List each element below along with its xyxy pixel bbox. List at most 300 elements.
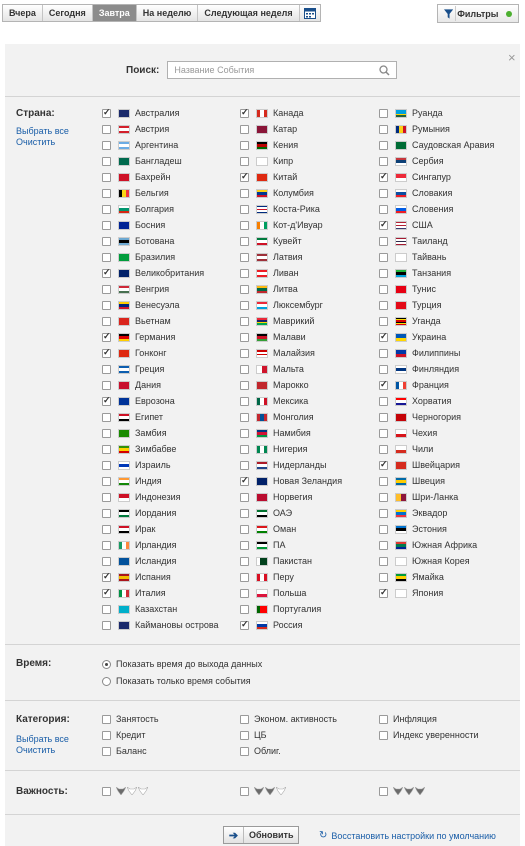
flag-icon — [395, 237, 407, 246]
time-option-label-0: Показать время до выхода данных — [116, 659, 263, 669]
flag-icon — [256, 621, 268, 630]
country-checkbox[interactable] — [240, 509, 249, 518]
country-checkbox[interactable] — [379, 333, 388, 342]
flag-icon — [256, 477, 268, 486]
flag-icon — [395, 509, 407, 518]
country-label: Марокко — [273, 380, 309, 390]
country-checkbox[interactable] — [240, 349, 249, 358]
category-label: Эконом. активность — [254, 714, 337, 724]
search-input[interactable] — [167, 61, 397, 79]
country-checkbox[interactable] — [102, 301, 111, 310]
country-label: Бразилия — [135, 252, 176, 262]
category-label: Занятость — [116, 714, 159, 724]
flag-icon — [256, 525, 268, 534]
country-label: Ливан — [273, 268, 299, 278]
country-checkbox[interactable] — [379, 237, 388, 246]
country-checkbox[interactable] — [102, 125, 111, 134]
country-checkbox[interactable] — [102, 109, 111, 118]
country-label: Бангладеш — [135, 156, 182, 166]
flag-icon — [395, 429, 407, 438]
flag-icon — [118, 173, 130, 182]
country-checkbox[interactable] — [102, 557, 111, 566]
flag-icon — [256, 109, 268, 118]
country-label: Чехия — [412, 428, 438, 438]
flag-icon — [256, 253, 268, 262]
country-checkbox[interactable] — [102, 269, 111, 278]
flag-icon — [256, 397, 268, 406]
country-label: Эстония — [412, 524, 447, 534]
update-button[interactable] — [223, 826, 299, 844]
flag-icon — [118, 125, 130, 134]
country-label: Замбия — [135, 428, 167, 438]
country-checkbox[interactable] — [240, 413, 249, 422]
country-label: Черногория — [412, 412, 461, 422]
country-checkbox[interactable] — [240, 541, 249, 550]
country-label: Вьетнам — [135, 316, 171, 326]
country-checkbox[interactable] — [102, 365, 111, 374]
country-label: Литва — [273, 284, 298, 294]
country-checkbox[interactable] — [240, 573, 249, 582]
importance-checkbox[interactable] — [240, 787, 249, 796]
flag-icon — [256, 589, 268, 598]
country-label: Коста-Рика — [273, 204, 320, 214]
restore-defaults-link[interactable] — [319, 830, 496, 841]
country-checkbox[interactable] — [379, 109, 388, 118]
country-checkbox[interactable] — [240, 445, 249, 454]
country-checkbox[interactable] — [102, 173, 111, 182]
filters-active-indicator — [506, 11, 512, 17]
flag-icon — [118, 589, 130, 598]
country-label: Индонезия — [135, 492, 181, 502]
country-checkbox[interactable] — [240, 109, 249, 118]
flag-icon — [118, 189, 130, 198]
country-label: Чили — [412, 444, 434, 454]
category-select-all-link[interactable]: Выбрать все — [16, 734, 69, 744]
country-checkbox[interactable] — [379, 525, 388, 534]
country-checkbox[interactable] — [379, 413, 388, 422]
country-checkbox[interactable] — [379, 541, 388, 550]
country-checkbox[interactable] — [379, 365, 388, 374]
bull-rating-icon — [393, 787, 425, 795]
country-checkbox[interactable] — [102, 573, 111, 582]
tab-2[interactable]: Завтра — [93, 5, 137, 21]
flag-icon — [256, 317, 268, 326]
country-checkbox[interactable] — [240, 397, 249, 406]
flag-icon — [118, 141, 130, 150]
country-label: США — [412, 220, 433, 230]
country-checkbox[interactable] — [379, 477, 388, 486]
country-checkbox[interactable] — [102, 429, 111, 438]
flag-icon — [256, 269, 268, 278]
flag-icon — [118, 237, 130, 246]
country-checkbox[interactable] — [102, 477, 111, 486]
flag-icon — [118, 381, 130, 390]
importance-checkbox[interactable] — [379, 787, 388, 796]
flag-icon — [118, 605, 130, 614]
country-label: Зимбабве — [135, 444, 177, 454]
update-label: Обновить — [249, 830, 294, 840]
country-label: Болгария — [135, 204, 174, 214]
country-label: Руанда — [412, 108, 443, 118]
country-checkbox[interactable] — [379, 221, 388, 230]
divider — [5, 814, 520, 815]
country-label: Италия — [135, 588, 166, 598]
country-label: Иордания — [135, 508, 177, 518]
flag-icon — [395, 205, 407, 214]
category-checkbox[interactable] — [102, 731, 111, 740]
country-select-all-link[interactable]: Выбрать все — [16, 126, 69, 136]
country-label: Тайвань — [412, 252, 447, 262]
flag-icon — [256, 541, 268, 550]
country-checkbox[interactable] — [102, 285, 111, 294]
country-label: Сингапур — [412, 172, 451, 182]
country-checkbox[interactable] — [102, 157, 111, 166]
country-checkbox[interactable] — [379, 125, 388, 134]
tab-1[interactable]: Сегодня — [43, 5, 93, 21]
country-label: Колумбия — [273, 188, 314, 198]
country-label: Австрия — [135, 124, 170, 134]
country-checkbox[interactable] — [240, 365, 249, 374]
country-checkbox[interactable] — [102, 205, 111, 214]
divider — [5, 96, 520, 97]
country-checkbox[interactable] — [379, 173, 388, 182]
country-checkbox[interactable] — [240, 125, 249, 134]
country-checkbox[interactable] — [240, 205, 249, 214]
flag-icon — [118, 157, 130, 166]
calendar-icon[interactable] — [300, 5, 320, 21]
flag-icon — [118, 269, 130, 278]
country-label: Великобритания — [135, 268, 205, 278]
search-label: Поиск: — [126, 64, 160, 76]
country-checkbox[interactable] — [240, 253, 249, 262]
flag-icon — [395, 109, 407, 118]
flag-icon — [256, 349, 268, 358]
flag-icon — [395, 221, 407, 230]
country-checkbox[interactable] — [240, 333, 249, 342]
category-label: Баланс — [116, 746, 147, 756]
country-checkbox[interactable] — [240, 269, 249, 278]
country-checkbox[interactable] — [379, 445, 388, 454]
country-checkbox[interactable] — [379, 397, 388, 406]
flag-icon — [118, 445, 130, 454]
category-checkbox[interactable] — [240, 747, 249, 756]
flag-icon — [118, 253, 130, 262]
country-label: Танзания — [412, 268, 452, 278]
country-checkbox[interactable] — [102, 509, 111, 518]
flag-icon — [256, 365, 268, 374]
country-label: Израиль — [135, 460, 171, 470]
flag-icon — [395, 157, 407, 166]
flag-icon — [256, 557, 268, 566]
country-label: Ботована — [135, 236, 175, 246]
flag-icon — [118, 349, 130, 358]
flag-icon — [395, 525, 407, 534]
country-label: Аргентина — [135, 140, 179, 150]
country-checkbox[interactable] — [379, 381, 388, 390]
country-label: Украина — [412, 332, 447, 342]
country-checkbox[interactable] — [240, 189, 249, 198]
country-checkbox[interactable] — [240, 285, 249, 294]
country-label: Кения — [273, 140, 299, 150]
flag-icon — [256, 509, 268, 518]
country-checkbox[interactable] — [240, 493, 249, 502]
flag-icon — [118, 621, 130, 630]
country-checkbox[interactable] — [102, 237, 111, 246]
flag-icon — [256, 605, 268, 614]
country-label: Нидерланды — [273, 460, 327, 470]
flag-icon — [395, 253, 407, 262]
country-label: Кипр — [273, 156, 294, 166]
country-checkbox[interactable] — [102, 493, 111, 502]
flag-icon — [118, 557, 130, 566]
country-checkbox[interactable] — [240, 477, 249, 486]
country-label: Румыния — [412, 124, 450, 134]
country-checkbox[interactable] — [379, 461, 388, 470]
flag-icon — [395, 285, 407, 294]
category-checkbox[interactable] — [102, 747, 111, 756]
country-checkbox[interactable] — [240, 525, 249, 534]
flag-icon — [395, 493, 407, 502]
country-checkbox[interactable] — [102, 349, 111, 358]
country-label: Гонконг — [135, 348, 167, 358]
country-checkbox[interactable] — [102, 253, 111, 262]
flag-icon — [395, 125, 407, 134]
country-label: Германия — [135, 332, 176, 342]
flag-icon — [118, 285, 130, 294]
flag-icon — [118, 477, 130, 486]
category-label: Облиг. — [254, 746, 281, 756]
country-checkbox[interactable] — [240, 557, 249, 566]
tab-3[interactable]: На неделю — [137, 5, 199, 21]
country-checkbox[interactable] — [240, 461, 249, 470]
country-checkbox[interactable] — [240, 221, 249, 230]
flag-icon — [118, 365, 130, 374]
flag-icon — [256, 173, 268, 182]
country-checkbox[interactable] — [102, 541, 111, 550]
country-label: Дания — [135, 380, 161, 390]
country-checkbox[interactable] — [102, 621, 111, 630]
flag-icon — [395, 573, 407, 582]
country-checkbox[interactable] — [379, 141, 388, 150]
category-checkbox[interactable] — [379, 731, 388, 740]
country-checkbox[interactable] — [240, 589, 249, 598]
country-label: Перу — [273, 572, 294, 582]
country-checkbox[interactable] — [240, 381, 249, 390]
country-label: Кувейт — [273, 236, 302, 246]
filter-icon — [444, 9, 453, 19]
country-label: Португалия — [273, 604, 322, 614]
country-checkbox[interactable] — [102, 397, 111, 406]
flag-icon — [395, 301, 407, 310]
country-checkbox[interactable] — [102, 317, 111, 326]
flag-icon — [118, 205, 130, 214]
country-label: Япония — [412, 588, 444, 598]
country-label: Эквадор — [412, 508, 448, 518]
flag-icon — [118, 397, 130, 406]
country-label: Казахстан — [135, 604, 178, 614]
country-label: Малайзия — [273, 348, 315, 358]
tab-0[interactable]: Вчера — [3, 5, 43, 21]
flag-icon — [256, 141, 268, 150]
country-clear-link[interactable]: Очистить — [16, 137, 56, 147]
category-clear-link[interactable]: Очистить — [16, 745, 56, 755]
flag-icon — [118, 461, 130, 470]
country-checkbox[interactable] — [379, 589, 388, 598]
country-label: Латвия — [273, 252, 303, 262]
country-checkbox[interactable] — [102, 189, 111, 198]
flag-icon — [118, 429, 130, 438]
country-checkbox[interactable] — [379, 253, 388, 262]
flag-icon — [256, 493, 268, 502]
country-checkbox[interactable] — [240, 157, 249, 166]
country-label: Франция — [412, 380, 449, 390]
country-checkbox[interactable] — [379, 205, 388, 214]
flag-icon — [395, 333, 407, 342]
country-checkbox[interactable] — [102, 525, 111, 534]
flag-icon — [256, 333, 268, 342]
flag-icon — [395, 557, 407, 566]
date-tabs — [2, 4, 321, 22]
country-checkbox[interactable] — [240, 605, 249, 614]
country-checkbox[interactable] — [379, 493, 388, 502]
country-label: Катар — [273, 124, 298, 134]
flag-icon — [256, 125, 268, 134]
flag-icon — [256, 221, 268, 230]
flag-icon — [118, 573, 130, 582]
country-checkbox[interactable] — [240, 237, 249, 246]
country-checkbox[interactable] — [102, 141, 111, 150]
country-checkbox[interactable] — [379, 573, 388, 582]
flag-icon — [395, 365, 407, 374]
time-section-title: Время: — [16, 658, 52, 669]
country-checkbox[interactable] — [240, 621, 249, 630]
country-label: Таиланд — [412, 236, 448, 246]
flag-icon — [395, 477, 407, 486]
country-label: ОАЭ — [273, 508, 293, 518]
country-checkbox[interactable] — [102, 461, 111, 470]
flag-icon — [118, 493, 130, 502]
country-label: Бахрейн — [135, 172, 171, 182]
country-label: Южная Африка — [412, 540, 478, 550]
flag-icon — [256, 237, 268, 246]
category-label: Индекс уверенности — [393, 730, 479, 740]
flag-icon — [256, 461, 268, 470]
country-checkbox[interactable] — [379, 317, 388, 326]
country-checkbox[interactable] — [379, 349, 388, 358]
country-checkbox[interactable] — [102, 589, 111, 598]
divider — [5, 700, 520, 701]
country-label: Исландия — [135, 556, 177, 566]
country-label: Южная Корея — [412, 556, 470, 566]
tab-4[interactable]: Следующая неделя — [198, 5, 299, 21]
filters-button[interactable] — [437, 4, 519, 23]
flag-icon — [395, 381, 407, 390]
country-label: Турция — [412, 300, 442, 310]
time-option-radio-0[interactable] — [102, 660, 111, 669]
flag-icon — [256, 205, 268, 214]
country-label: Намибия — [273, 428, 311, 438]
country-checkbox[interactable] — [240, 301, 249, 310]
country-checkbox[interactable] — [379, 189, 388, 198]
country-label: Швейцария — [412, 460, 461, 470]
country-label: Индия — [135, 476, 162, 486]
country-label: Греция — [135, 364, 165, 374]
flag-icon — [395, 413, 407, 422]
flag-icon — [118, 333, 130, 342]
flag-icon — [395, 461, 407, 470]
country-checkbox[interactable] — [379, 301, 388, 310]
flag-icon — [395, 189, 407, 198]
country-label: Люксембург — [273, 300, 323, 310]
country-checkbox[interactable] — [379, 269, 388, 278]
country-checkbox[interactable] — [240, 317, 249, 326]
flag-icon — [395, 141, 407, 150]
country-label: Уганда — [412, 316, 441, 326]
flag-icon — [256, 285, 268, 294]
flag-icon — [256, 301, 268, 310]
arrow-right-icon: ➔ — [224, 827, 244, 843]
category-checkbox[interactable] — [240, 731, 249, 740]
category-checkbox[interactable] — [379, 715, 388, 724]
category-checkbox[interactable] — [102, 715, 111, 724]
country-checkbox[interactable] — [102, 605, 111, 614]
country-checkbox[interactable] — [102, 413, 111, 422]
country-label: Словакия — [412, 188, 453, 198]
time-option-radio-1[interactable] — [102, 677, 111, 686]
importance-checkbox[interactable] — [102, 787, 111, 796]
country-label: Монголия — [273, 412, 314, 422]
country-section-title: Страна: — [16, 108, 55, 119]
country-label: Пакистан — [273, 556, 312, 566]
country-checkbox[interactable] — [379, 285, 388, 294]
country-checkbox[interactable] — [379, 429, 388, 438]
flag-icon — [256, 445, 268, 454]
category-checkbox[interactable] — [240, 715, 249, 724]
flag-icon — [395, 445, 407, 454]
country-label: Малави — [273, 332, 306, 342]
time-option-label-1: Показать только время события — [116, 676, 251, 686]
country-label: Швеция — [412, 476, 445, 486]
bull-rating-icon — [254, 787, 286, 795]
country-label: Россия — [273, 620, 303, 630]
country-checkbox[interactable] — [379, 509, 388, 518]
country-checkbox[interactable] — [240, 141, 249, 150]
country-label: Оман — [273, 524, 297, 534]
country-checkbox[interactable] — [102, 221, 111, 230]
divider — [5, 770, 520, 771]
bull-rating-icon — [116, 787, 148, 795]
country-label: Кот-д'Ивуар — [273, 220, 323, 230]
country-label: Мексика — [273, 396, 309, 406]
close-icon[interactable]: × — [508, 50, 516, 65]
category-section-title: Категория: — [16, 714, 70, 725]
country-checkbox[interactable] — [379, 157, 388, 166]
country-label: Бельгия — [135, 188, 169, 198]
country-checkbox[interactable] — [102, 381, 111, 390]
country-checkbox[interactable] — [240, 429, 249, 438]
country-checkbox[interactable] — [102, 445, 111, 454]
country-label: ПА — [273, 540, 286, 550]
flag-icon — [118, 221, 130, 230]
country-label: Ирак — [135, 524, 156, 534]
country-label: Каймановы острова — [135, 620, 219, 630]
country-checkbox[interactable] — [379, 557, 388, 566]
country-label: Венгрия — [135, 284, 170, 294]
flag-icon — [256, 189, 268, 198]
country-checkbox[interactable] — [102, 333, 111, 342]
country-label: Норвегия — [273, 492, 313, 502]
country-checkbox[interactable] — [240, 173, 249, 182]
